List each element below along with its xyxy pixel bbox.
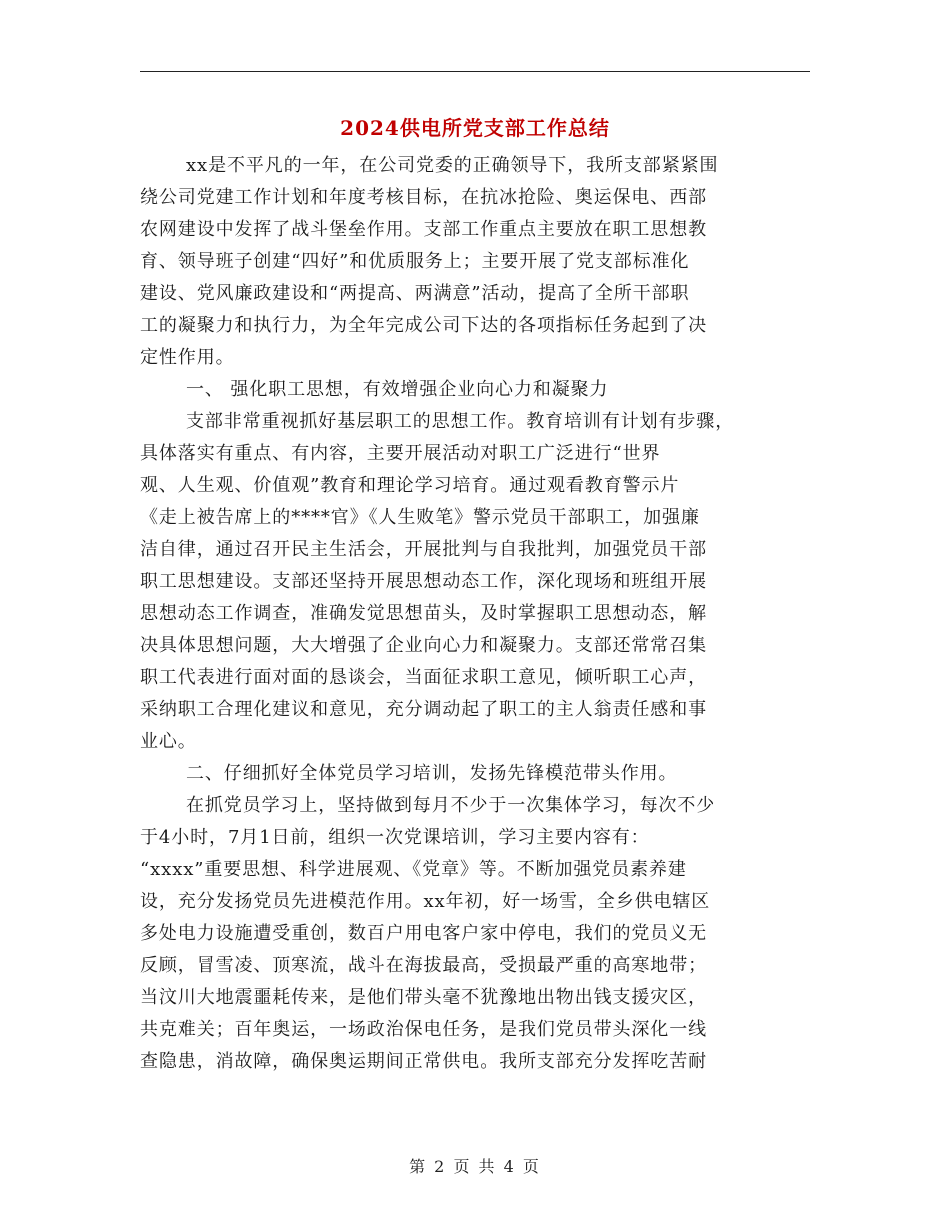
text-line: 决具体思想问题，大大增强了企业向心力和凝聚力。支部还常常召集 [140, 635, 707, 656]
text-line: 农网建设中发挥了战斗堡垒作用。支部工作重点主要放在职工思想教 [140, 219, 707, 240]
text-line: 于4小时，7月1日前，组织一次党课培训，学习主要内容有： [140, 827, 650, 848]
text-line: 思想动态工作调查，准确发觉思想苗头，及时掌握职工思想动态，解 [140, 603, 707, 624]
text-line: 在抓党员学习上，坚持做到每月不少于一次集体学习，每次不少 [186, 795, 716, 816]
text-line: 采纳职工合理化建议和意见，充分调动起了职工的主人翁责任感和事 [140, 699, 707, 720]
text-line: 具体落实有重点、有内容，主要开展活动对职工广泛进行“世界 [140, 443, 661, 464]
text-line: 洁自律，通过召开民主生活会，开展批判与自我批判，加强党员干部 [140, 539, 707, 560]
text-line: 二、仔细抓好全体党员学习培训，发扬先锋模范带头作用。 [186, 763, 678, 784]
text-line: 绕公司党建工作计划和年度考核目标，在抗冰抢险、奥运保电、西部 [140, 187, 707, 208]
text-line: 育、领导班子创建“四好”和优质服务上；主要开展了党支部标准化 [140, 251, 690, 272]
text-line: “xxxx”重要思想、科学进展观、《党章》等。不断加强党员素养建 [140, 859, 687, 880]
text-line: 设，充分发扬党员先进模范作用。xx年初，好一场雪，全乡供电辖区 [140, 891, 711, 912]
document-title: 2024供电所党支部工作总结 [340, 116, 610, 140]
header-rule [140, 71, 810, 72]
text-line: xx是不平凡的一年，在公司党委的正确领导下，我所支部紧紧围 [186, 155, 719, 176]
text-line: 《走上被告席上的****官》《人生败笔》警示党员干部职工，加强廉 [140, 507, 700, 528]
text-line: 工的凝聚力和执行力，为全年完成公司下达的各项指标任务起到了决 [140, 315, 707, 336]
text-line: 反顾，冒雪凌、顶寒流，战斗在海拔最高，受损最严重的高寒地带； [140, 955, 707, 976]
text-line: 观、人生观、价值观”教育和理论学习培育。通过观看教育警示片 [140, 475, 680, 496]
text-line: 共克难关；百年奥运，一场政治保电任务，是我们党员带头深化一线 [140, 1019, 707, 1040]
text-line: 当汶川大地震噩耗传来，是他们带头毫不犹豫地出物出钱支援灾区， [140, 987, 707, 1008]
text-line: 业心。 [140, 731, 197, 752]
text-line: 职工代表进行面对面的恳谈会，当面征求职工意见，倾听职工心声， [140, 667, 707, 688]
text-line: 职工思想建设。支部还坚持开展思想动态工作，深化现场和班组开展 [140, 571, 707, 592]
text-line: 定性作用。 [140, 347, 235, 368]
text-line: 查隐患，消故障，确保奥运期间正常供电。我所支部充分发挥吃苦耐 [140, 1051, 707, 1072]
text-line: 建设、党风廉政建设和“两提高、两满意”活动，提高了全所干部职 [140, 283, 690, 304]
document-body [140, 150, 810, 1078]
text-line: 一、 强化职工思想，有效增强企业向心力和凝聚力 [186, 379, 609, 400]
page-number: 第 2 页 共 4 页 [409, 1157, 541, 1176]
text-line: 多处电力设施遭受重创，数百户用电客户家中停电，我们的党员义无 [140, 923, 707, 944]
text-line: 支部非常重视抓好基层职工的思想工作。教育培训有计划有步骤， [186, 411, 735, 432]
